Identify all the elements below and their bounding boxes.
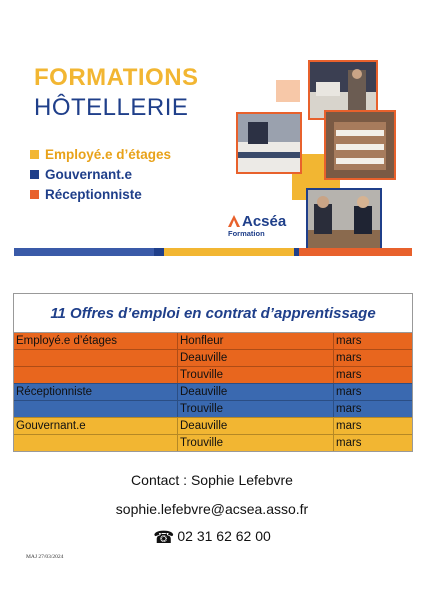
job-item-receptionniste xyxy=(30,187,142,202)
bed-making-photo xyxy=(236,112,302,174)
acsea-logo-icon xyxy=(226,213,242,229)
contact-email[interactable]: sophie.lefebvre@acsea.asso.fr xyxy=(115,501,309,517)
month-cell: mars xyxy=(336,369,362,381)
update-date: MAJ 27/03/2024 xyxy=(26,554,64,560)
reception-image xyxy=(308,190,380,254)
month-cell: mars xyxy=(336,420,362,432)
job-cell xyxy=(14,401,178,417)
job-label: Employé.e d’étages xyxy=(45,147,172,162)
reception-desk-photo xyxy=(306,188,382,256)
contact-phone[interactable]: 02 31 62 62 00 xyxy=(177,528,271,544)
job-item-employe xyxy=(30,147,171,162)
banner-title-line1: FORMATIONS xyxy=(34,64,199,91)
table-row xyxy=(14,366,412,383)
month-cell: mars xyxy=(336,437,362,449)
month-cell: mars xyxy=(336,352,362,364)
telephone-icon: ☎ xyxy=(153,528,175,547)
month-cell: mars xyxy=(336,403,362,415)
table-row xyxy=(14,417,412,434)
job-cell: Gouvernant.e xyxy=(14,418,178,434)
city-cell: Trouville xyxy=(178,401,334,417)
job-cell: Réceptionniste xyxy=(14,384,178,400)
cart-image xyxy=(326,112,394,178)
logo-subtitle: Formation xyxy=(228,229,265,238)
table-row xyxy=(14,383,412,400)
city-cell: Deauville xyxy=(178,418,334,434)
table-row xyxy=(14,349,412,366)
job-label: Réceptionniste xyxy=(45,187,142,202)
city-cell: Trouville xyxy=(178,435,334,451)
bed-image xyxy=(238,114,300,172)
banner xyxy=(14,50,412,260)
decor-orange-square xyxy=(276,80,300,102)
city-cell: Deauville xyxy=(178,384,334,400)
city-cell: Honfleur xyxy=(178,333,334,349)
table-row xyxy=(14,434,412,451)
contact-name: Contact : Sophie Lefebvre xyxy=(131,472,293,488)
job-label: Gouvernant.e xyxy=(45,167,133,182)
job-offers-table xyxy=(13,293,413,452)
month-cell: mars xyxy=(336,335,362,347)
bullet-square-icon xyxy=(30,170,39,179)
job-cell xyxy=(14,435,178,451)
table-title: 11 Offres d’emploi en contrat d’apprentissage xyxy=(14,294,412,333)
table-row xyxy=(14,333,412,349)
month-cell: mars xyxy=(336,386,362,398)
contact-phone-line xyxy=(0,528,424,548)
table-body xyxy=(14,333,412,451)
job-cell xyxy=(14,367,178,383)
bullet-square-icon xyxy=(30,150,39,159)
job-item-gouvernant xyxy=(30,167,132,182)
housekeeping-cart-photo xyxy=(324,110,396,180)
table-row xyxy=(14,400,412,417)
banner-stripes xyxy=(14,248,412,256)
city-cell: Trouville xyxy=(178,367,334,383)
job-cell: Employé.e d’étages xyxy=(14,333,178,349)
bullet-square-icon xyxy=(30,190,39,199)
city-cell: Deauville xyxy=(178,350,334,366)
logo-name: Acséa xyxy=(242,213,287,230)
banner-title-line2: HÔTELLERIE xyxy=(34,94,189,121)
job-cell xyxy=(14,350,178,366)
